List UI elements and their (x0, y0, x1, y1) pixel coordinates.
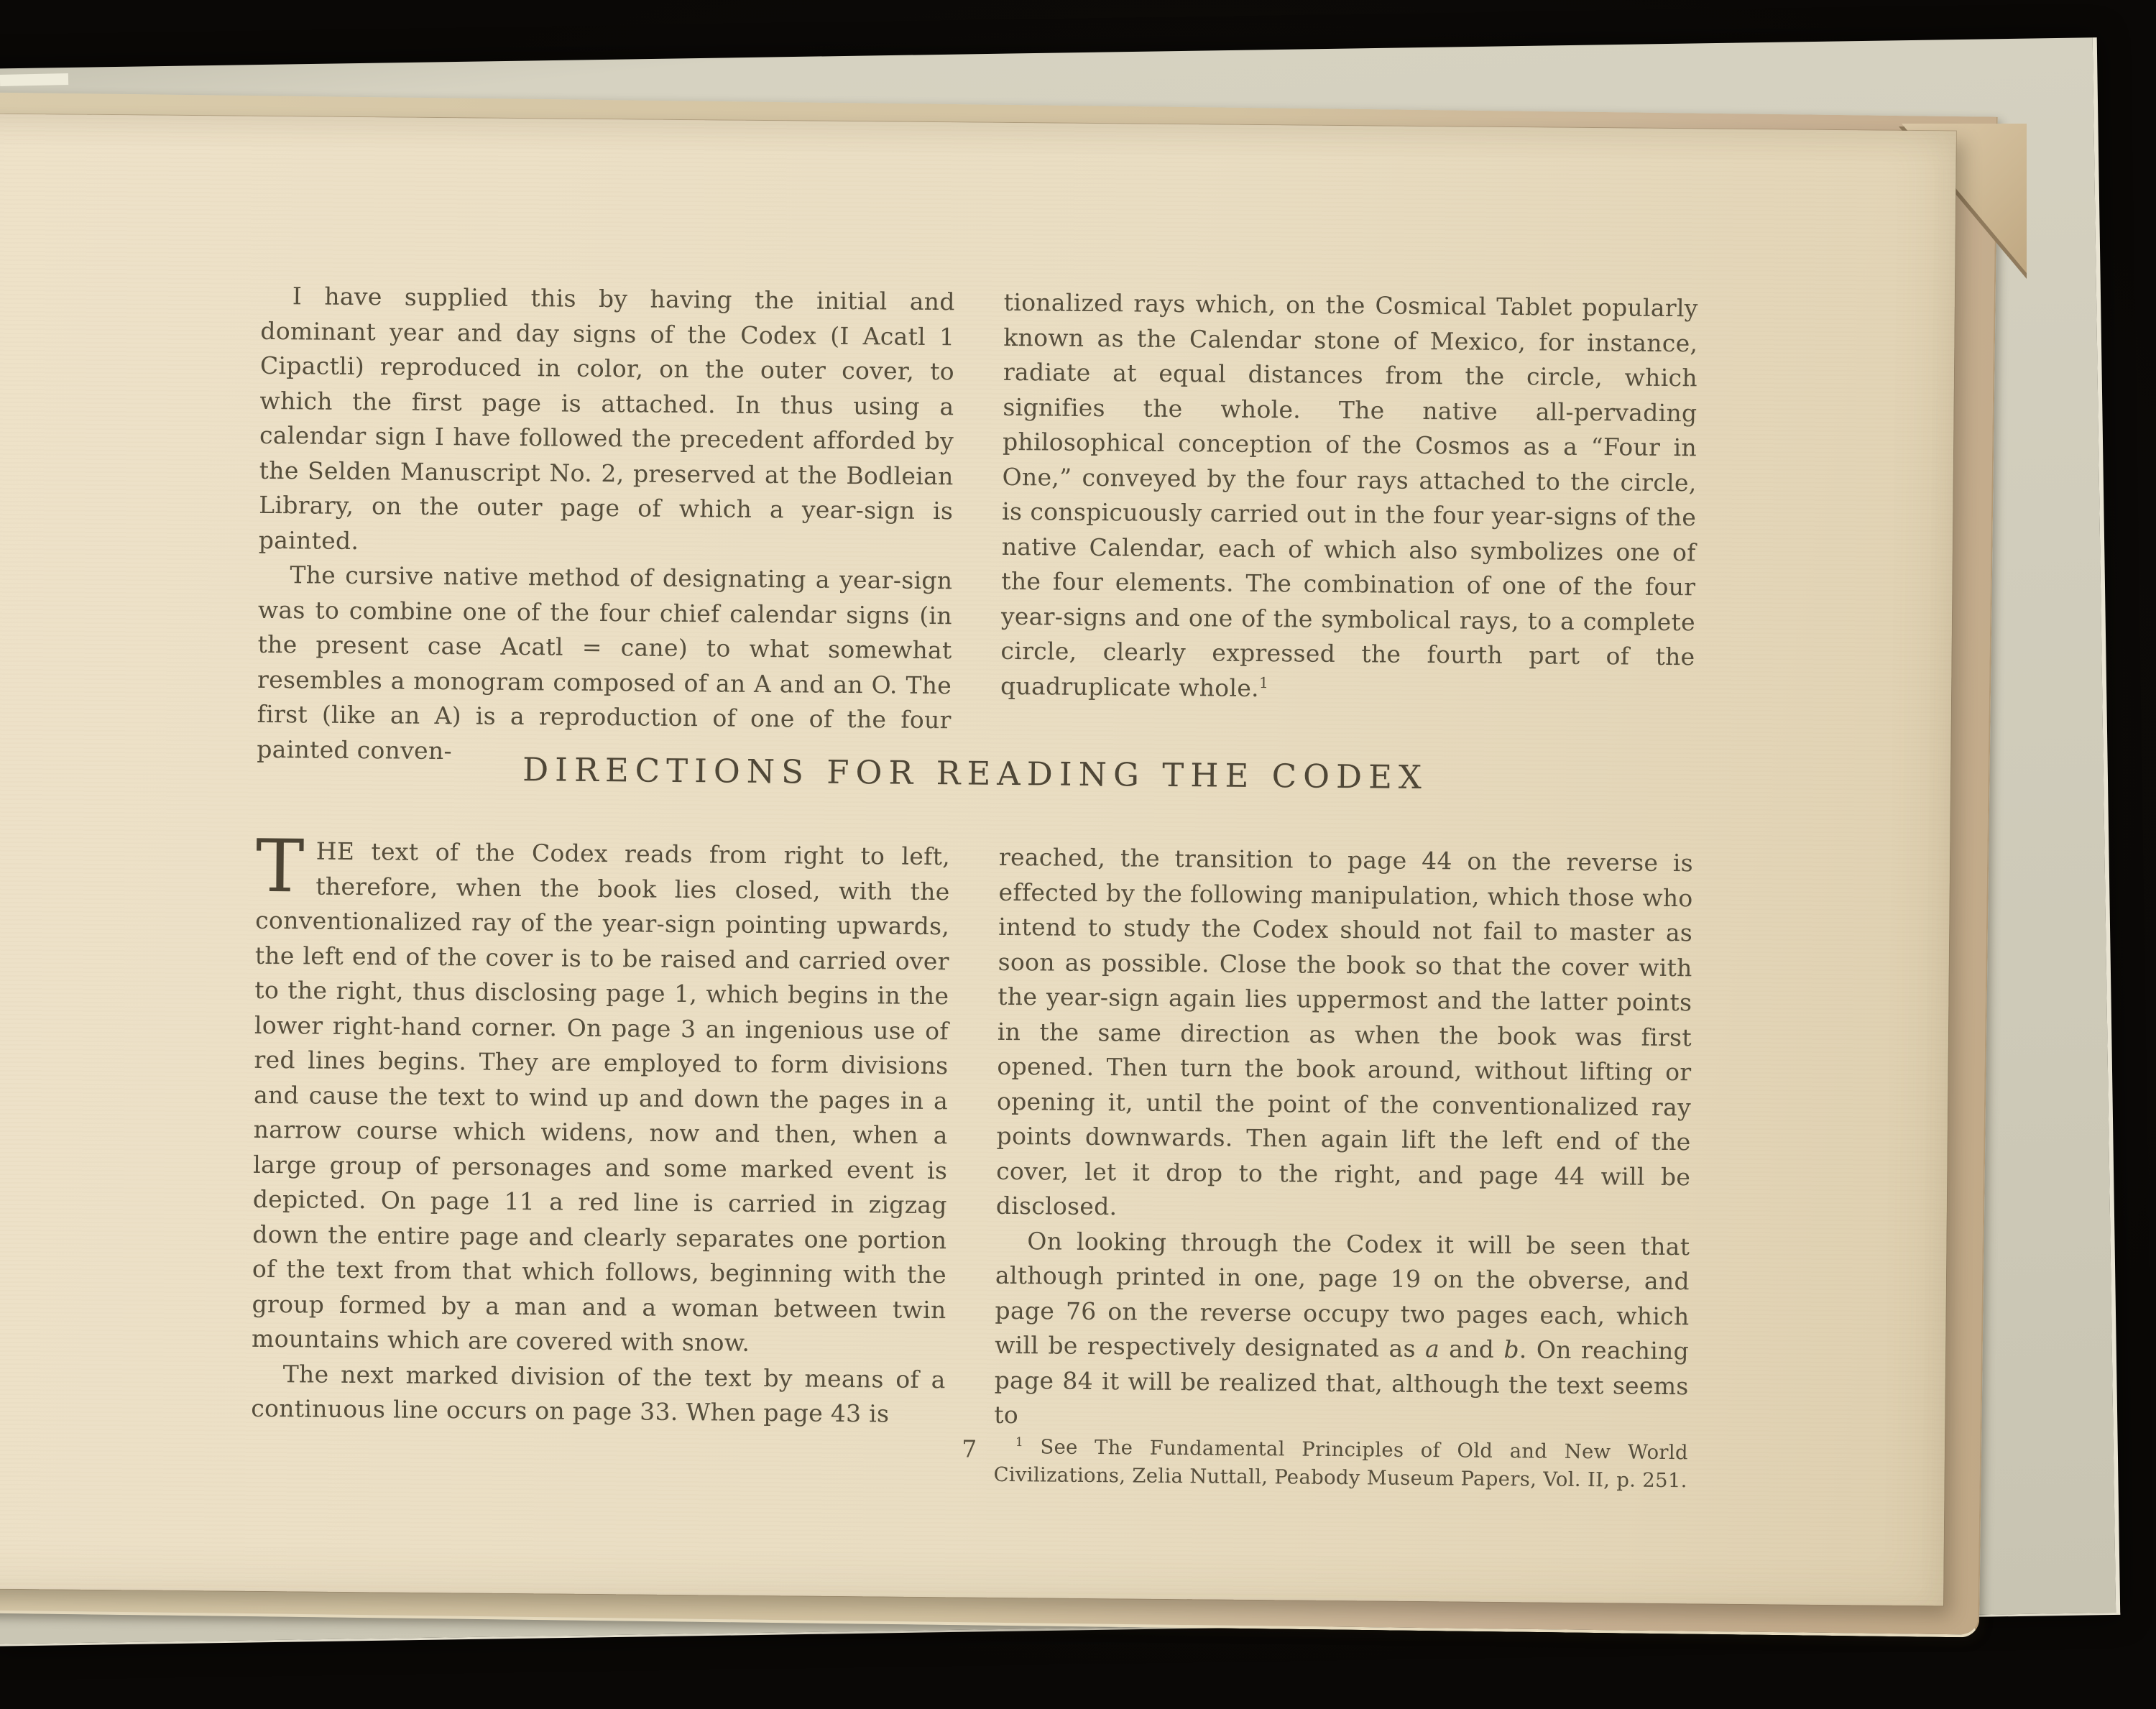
paragraph-text: On looking through the Codex it will be seen that although printed in one, page 19 on the obverse, and page 76 on the reverse occupy two pages each, which will be respectively designated as (994, 1226, 1690, 1363)
footnote-reference: 1 (1258, 673, 1269, 691)
italic-designation-b: b (1503, 1335, 1520, 1364)
paragraph: The cursive native method of designating a year-sign was to combine one of the four chief calendar signs (in the present case Acatl = cane) to what somewhat resembles a monogram composed of an A and an O. The first (like an A) is a reproduction of one of the four painted conven- (257, 561, 953, 765)
directions-section (250, 823, 1694, 1495)
paragraph: reached, the transition to page 44 on the reverse is effected by the following manipulation, which those who intend to study the Codex should not fail to master as soon as possible. Close the book so that the cover with the year-sign again lies uppermost and the latter points in the same direction as when the book was first opened. Then turn the book around, without lifting or opening it, until the point of the conventionalized ray points downwards. Then again lift the left end of the cover, let it drop to the right, and page 44 will be disclosed. (995, 842, 1694, 1221)
intro-section (257, 279, 1698, 779)
directions-right-column (993, 840, 1693, 1495)
italic-designation-a: a (1424, 1335, 1440, 1363)
section-heading: DIRECTIONS FOR READING THE CODEX (522, 750, 1429, 797)
paragraph-text: HE text of the Codex reads from right to left, therefore, when the book lies closed, with the conventionalized ray of the year-sign pointing upwards, the left end of the cover is to be raised and carried over to the right, thus disclosing page 1, which begins in the lower right-hand corner. On page 3 an ingenious use of red lines begins. They are employed to form divisions and cause the text to wind up and down the pages in a narrow course which widens, now and then, when a large group of personages and some marked event is depicted. On page 11 a red line is carried in zigzag down the entire page and clearly separates one portion of the text from that which follows, beginning with the group formed by a man and a woman between twin mountains which are covered with snow. (251, 837, 951, 1357)
paragraph (251, 823, 951, 1363)
book-page (0, 114, 1956, 1606)
paragraph (994, 1223, 1690, 1438)
paragraph (1000, 285, 1698, 709)
paragraph-text: tionalized rays which, on the Cosmical Tablet popularly known as the Calendar stone of Mexico, for instance, radiate at equal distances from the circle, which signifies the whole. The native all-pervading philosophical conception of the Cosmos as a “Four in One,” conveyed by the four rays attached to the circle, is conspicuously carried out in the four year-signs of the native Calendar, each of which also symbolizes one of the four elements. The combination of one of the four year-signs and one of the symbolical rays, to a complete circle, clearly expressed the fourth part of the quadruplicate whole. (1000, 287, 1698, 702)
paragraph-text: and (1439, 1335, 1504, 1364)
paragraph: I have supplied this by having the initial and dominant year and day signs of the Codex (I Acatl 1 Cipactli) reproduced in color, on the outer cover, to which the first page is attached. In thus using a calendar sign I have followed the precedent afforded by the Selden Manuscript No. 2, preserved at the Bodleian Library, on the outer page of which a year-sign is painted. (258, 282, 955, 555)
paragraph: The next marked division of the text by means of a continuous line occurs on page 33. When page 43 is (251, 1359, 946, 1428)
intro-right-column (1000, 285, 1698, 779)
footnote-text: See The Fundamental Principles of Old and New World Civilizations, Zelia Nuttall, Peabody Museum Papers, Vol. II, p. 251. (993, 1434, 1688, 1492)
footnote-marker: 1 (1015, 1434, 1024, 1450)
text-block (251, 279, 1698, 1492)
paragraph-text: . On reaching page 84 it will be realized that, although the text seems to (994, 1335, 1690, 1429)
intro-left-column (257, 279, 955, 773)
page-number: 7 (962, 1434, 977, 1463)
directions-left-column (250, 823, 951, 1488)
drop-cap-initial: T (255, 823, 305, 909)
cover-edge-highlight (0, 73, 68, 86)
